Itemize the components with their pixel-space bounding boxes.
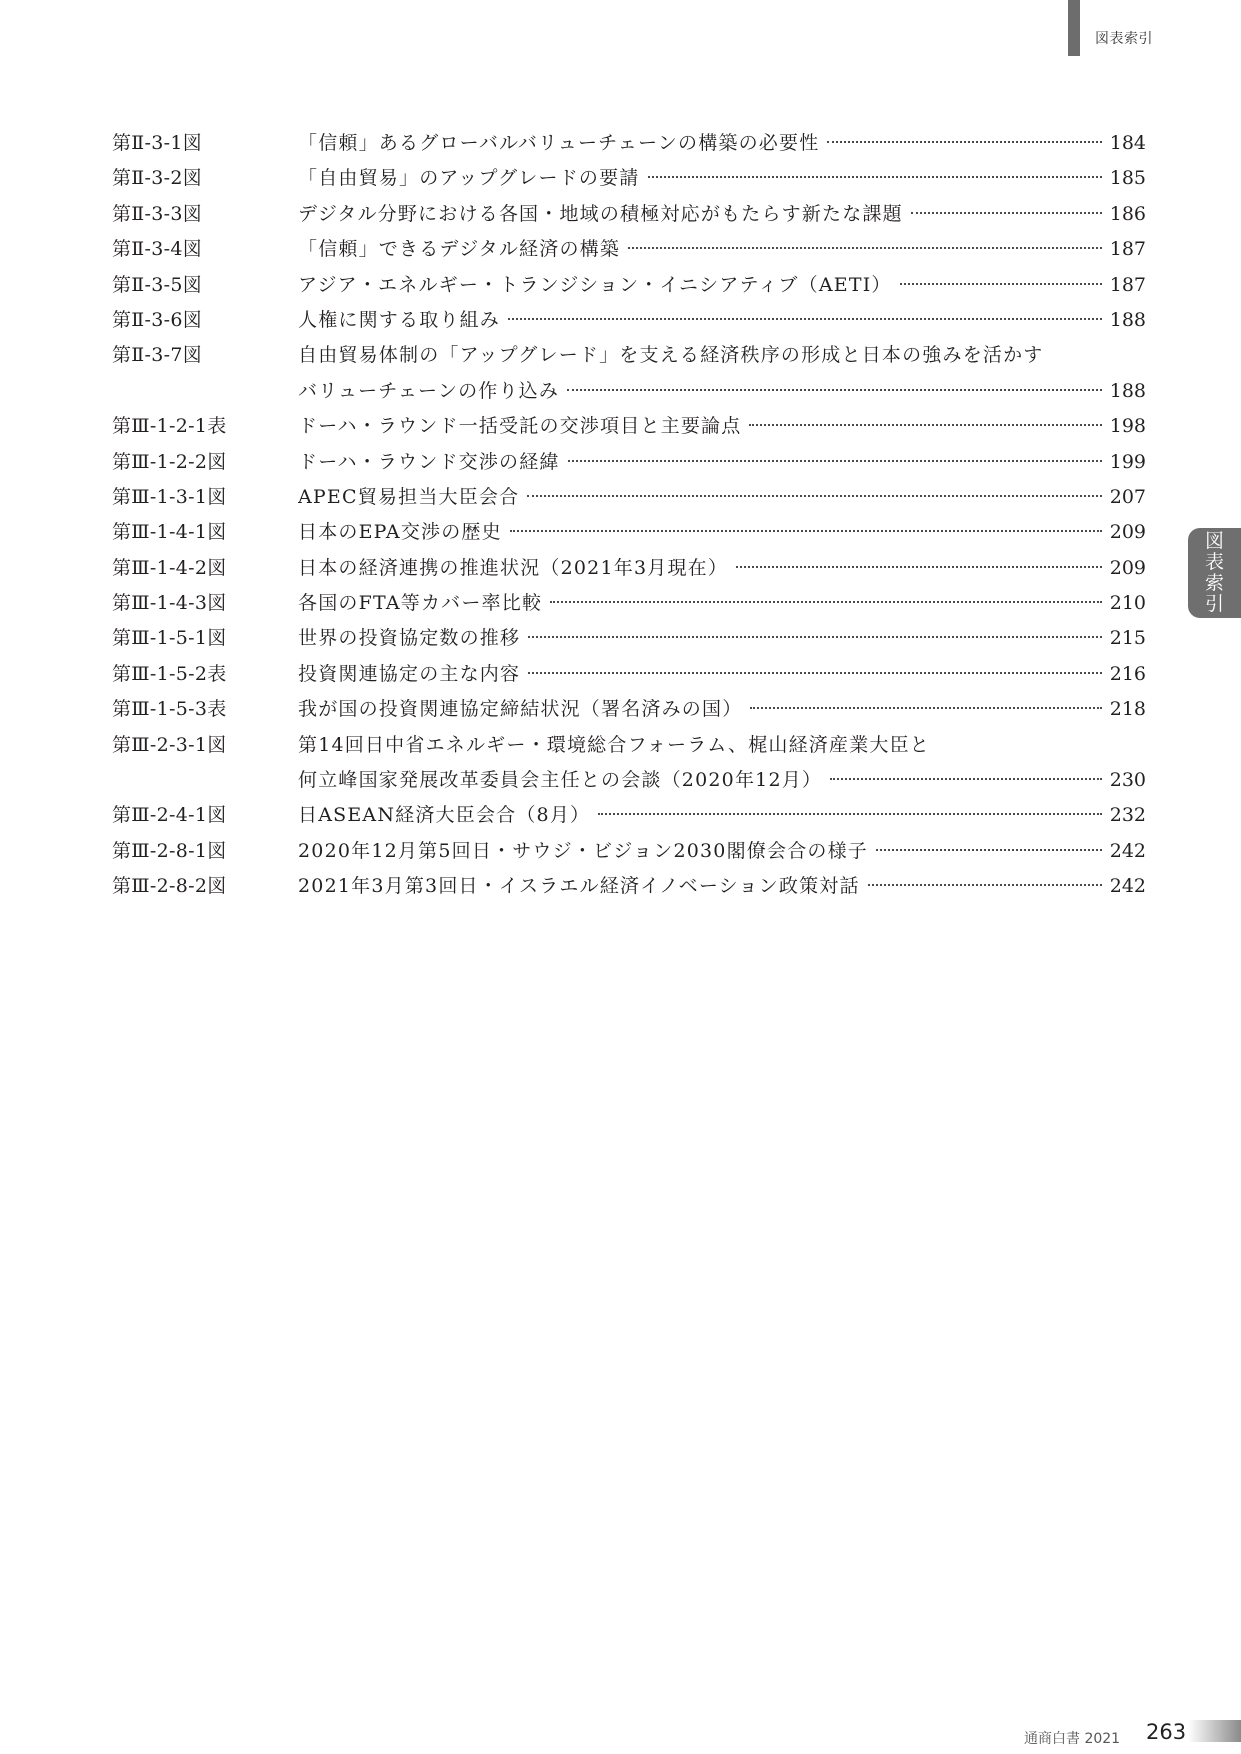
index-side-tab[interactable] <box>1188 528 1241 618</box>
entry-page-number: 230 <box>1109 769 1146 792</box>
entry-line <box>112 234 1146 269</box>
entry-title: APEC貿易担当大臣会合 <box>298 485 520 508</box>
index-entry[interactable] <box>112 730 1146 801</box>
index-entry[interactable] <box>112 163 1146 198</box>
entry-line <box>112 305 1146 340</box>
entry-line <box>112 836 1146 871</box>
figure-index-list <box>112 128 1146 907</box>
entry-label: 第Ⅲ-2-8-2図 <box>112 875 227 898</box>
entry-label: 第Ⅱ-3-5図 <box>112 273 203 296</box>
entry-title-continued: 何立峰国家発展改革委員会主任との会談（2020年12月） <box>298 769 823 792</box>
side-tab-char: 図 <box>1204 530 1224 552</box>
dot-leader <box>868 884 1102 886</box>
entry-line <box>112 871 1146 906</box>
entry-label: 第Ⅱ-3-2図 <box>112 167 203 190</box>
entry-line <box>112 517 1146 552</box>
entry-page-number: 187 <box>1109 238 1146 261</box>
entry-label: 第Ⅱ-3-6図 <box>112 308 203 331</box>
entry-label: 第Ⅲ-2-3-1図 <box>112 733 227 756</box>
entry-line <box>112 659 1146 694</box>
index-entry[interactable] <box>112 659 1146 694</box>
dot-leader <box>528 672 1102 674</box>
side-tab-char: 表 <box>1204 551 1224 573</box>
entry-line <box>112 270 1146 305</box>
entry-label: 第Ⅲ-2-8-1図 <box>112 839 227 862</box>
entry-label: 第Ⅱ-3-1図 <box>112 132 203 154</box>
entry-line <box>112 694 1146 729</box>
entry-line <box>112 730 1146 765</box>
entry-title: 「信頼」あるグローバルバリューチェーンの構築の必要性 <box>298 132 820 154</box>
dot-leader <box>648 176 1102 178</box>
entry-page-number: 185 <box>1109 167 1146 190</box>
side-tab-char: 引 <box>1204 593 1224 615</box>
entry-line <box>112 765 1146 800</box>
entry-title: 日ASEAN経済大臣会合（8月） <box>298 804 591 827</box>
entry-page-number: 188 <box>1109 379 1146 402</box>
entry-title: 日本のEPA交渉の歴史 <box>298 521 502 544</box>
index-entry[interactable] <box>112 517 1146 552</box>
dot-leader <box>830 778 1102 780</box>
entry-title: デジタル分野における各国・地域の積極対応がもたらす新たな課題 <box>298 202 903 225</box>
dot-leader <box>827 141 1101 143</box>
entry-label: 第Ⅲ-1-2-1表 <box>112 415 227 438</box>
entry-page-number: 187 <box>1109 273 1146 296</box>
dot-leader <box>750 707 1101 709</box>
entry-line <box>112 588 1146 623</box>
entry-page-number: 210 <box>1109 592 1146 615</box>
dot-leader <box>550 601 1102 603</box>
entry-label: 第Ⅱ-3-4図 <box>112 238 203 261</box>
entry-page-number: 218 <box>1109 698 1146 721</box>
index-entry[interactable] <box>112 447 1146 482</box>
index-entry[interactable] <box>112 482 1146 517</box>
footer-publication-title: 通商白書 2021 <box>1024 1731 1121 1747</box>
entry-label: 第Ⅱ-3-3図 <box>112 202 203 225</box>
index-entry[interactable] <box>112 694 1146 729</box>
entry-label: 第Ⅲ-1-5-3表 <box>112 698 227 721</box>
entry-line <box>112 376 1146 411</box>
index-entry[interactable] <box>112 340 1146 411</box>
dot-leader <box>749 424 1101 426</box>
entry-page-number: 215 <box>1109 627 1146 650</box>
entry-line <box>112 447 1146 482</box>
entry-page-number: 186 <box>1109 202 1146 225</box>
index-entry[interactable] <box>112 305 1146 340</box>
footer-page-number: 263 <box>1146 1720 1187 1744</box>
entry-label: 第Ⅲ-1-4-1図 <box>112 521 227 544</box>
entry-label: 第Ⅲ-1-4-2図 <box>112 556 227 579</box>
dot-leader <box>568 460 1102 462</box>
entry-title: 2020年12月第5回日・サウジ・ビジョン2030閣僚会合の様子 <box>298 839 868 862</box>
entry-title: 各国のFTA等カバー率比較 <box>298 592 543 615</box>
entry-line <box>112 340 1146 375</box>
entry-page-number: 209 <box>1109 556 1146 579</box>
dot-leader <box>900 283 1102 285</box>
entry-title: 「自由貿易」のアップグレードの要請 <box>298 167 640 190</box>
dot-leader <box>876 849 1102 851</box>
dot-leader <box>567 389 1102 391</box>
index-entry[interactable] <box>112 623 1146 658</box>
index-entry[interactable] <box>112 800 1146 835</box>
dot-leader <box>628 247 1102 249</box>
dot-leader <box>598 813 1101 815</box>
dot-leader <box>527 495 1101 497</box>
entry-page-number: 188 <box>1109 308 1146 331</box>
index-entry[interactable] <box>112 411 1146 446</box>
side-tab-char: 索 <box>1204 572 1224 594</box>
entry-title: 2021年3月第3回日・イスラエル経済イノベーション政策対話 <box>298 875 860 898</box>
entry-page-number: 216 <box>1109 662 1146 685</box>
entry-title: 我が国の投資関連協定締結状況（署名済みの国） <box>298 698 743 721</box>
entry-page-number: 184 <box>1109 132 1146 154</box>
entry-label: 第Ⅲ-1-5-2表 <box>112 662 227 685</box>
entry-page-number: 242 <box>1109 839 1146 862</box>
header-bar <box>1068 0 1080 56</box>
entry-label: 第Ⅲ-1-4-3図 <box>112 592 227 615</box>
index-entry[interactable] <box>112 871 1146 906</box>
entry-label: 第Ⅲ-1-2-2図 <box>112 450 227 473</box>
entry-page-number: 198 <box>1109 415 1146 438</box>
index-entry[interactable] <box>112 553 1146 588</box>
entry-title: ドーハ・ラウンド交渉の経緯 <box>298 450 560 473</box>
header-label: 図表索引 <box>1095 31 1153 47</box>
entry-page-number: 199 <box>1109 450 1146 473</box>
index-entry[interactable] <box>112 128 1146 163</box>
entry-line <box>112 163 1146 198</box>
index-entry[interactable] <box>112 234 1146 269</box>
entry-title: 日本の経済連携の推進状況（2021年3月現在） <box>298 556 729 579</box>
dot-leader <box>510 530 1102 532</box>
entry-line <box>112 623 1146 658</box>
index-entry[interactable] <box>112 199 1146 234</box>
entry-line <box>112 800 1146 835</box>
entry-title: 「信頼」できるデジタル経済の構築 <box>298 238 621 261</box>
dot-leader <box>508 318 1102 320</box>
entry-page-number: 207 <box>1109 485 1146 508</box>
entry-title-continued: バリューチェーンの作り込み <box>298 379 560 402</box>
entry-title: 人権に関する取り組み <box>298 308 501 331</box>
entry-line <box>112 128 1146 163</box>
dot-leader <box>528 636 1102 638</box>
entry-title: 第14回日中省エネルギー・環境総合フォーラム、梶山経済産業大臣と <box>298 733 931 756</box>
entry-title: アジア・エネルギー・トランジション・イニシアティブ（AETI） <box>298 273 892 296</box>
entry-title: 世界の投資協定数の推移 <box>298 627 521 650</box>
footer-gradient-bar <box>1188 1720 1241 1742</box>
entry-line <box>112 199 1146 234</box>
entry-line <box>112 553 1146 588</box>
index-entry[interactable] <box>112 270 1146 305</box>
dot-leader <box>911 212 1102 214</box>
entry-label: 第Ⅱ-3-7図 <box>112 344 203 367</box>
entry-label: 第Ⅲ-2-4-1図 <box>112 804 227 827</box>
entry-line <box>112 411 1146 446</box>
entry-title: 自由貿易体制の「アップグレード」を支える経済秩序の形成と日本の強みを活かす <box>298 344 1044 367</box>
entry-page-number: 209 <box>1109 521 1146 544</box>
entry-page-number: 242 <box>1109 875 1146 898</box>
dot-leader <box>736 566 1102 568</box>
entry-line <box>112 482 1146 517</box>
entry-page-number: 232 <box>1109 804 1146 827</box>
entry-label: 第Ⅲ-1-3-1図 <box>112 485 227 508</box>
index-entry[interactable] <box>112 836 1146 871</box>
entry-title: 投資関連協定の主な内容 <box>298 662 521 685</box>
entry-label: 第Ⅲ-1-5-1図 <box>112 627 227 650</box>
entry-title: ドーハ・ラウンド一括受託の交渉項目と主要論点 <box>298 415 742 438</box>
index-entry[interactable] <box>112 588 1146 623</box>
